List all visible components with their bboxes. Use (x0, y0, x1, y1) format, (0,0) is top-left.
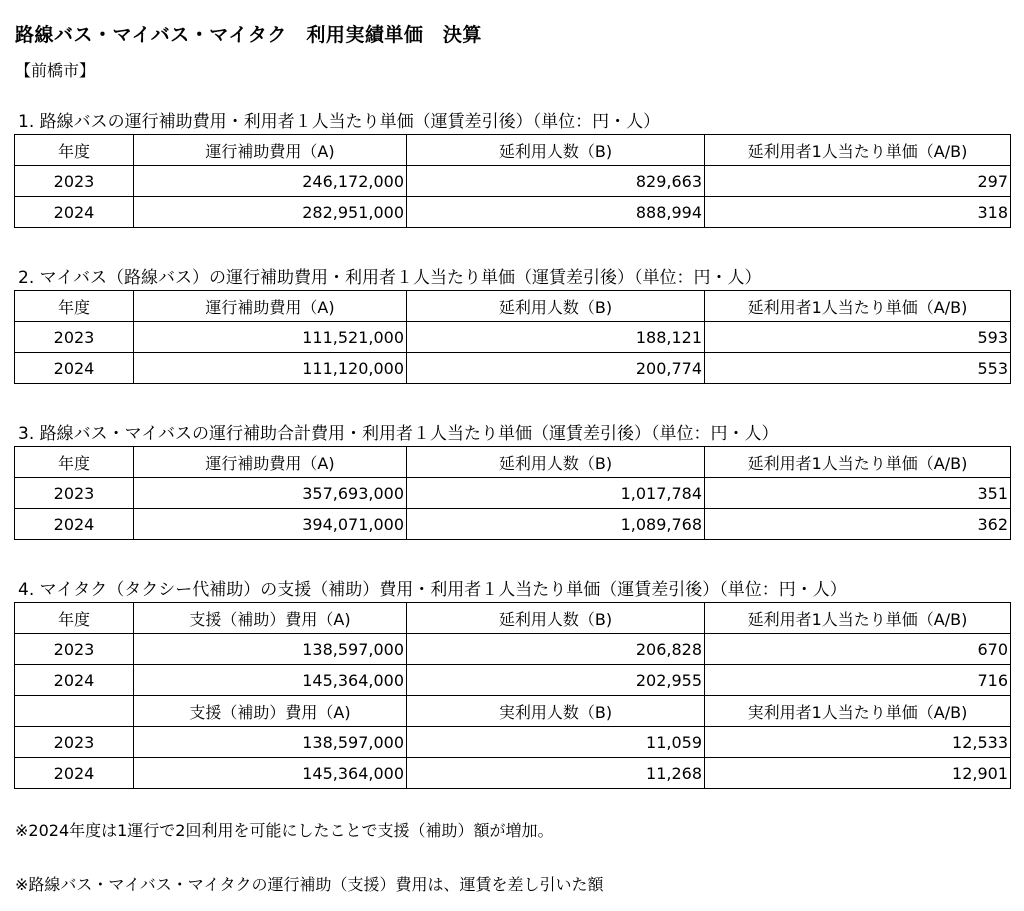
table-header-row (15, 447, 1011, 478)
cell-cost: 111,521,000 (134, 322, 407, 353)
header-year: 年度 (15, 447, 134, 478)
header-cost: 運行補助費用（A) (134, 447, 407, 478)
table-header-row (15, 291, 1011, 322)
table-row (15, 665, 1011, 696)
cell-year: 2023 (15, 727, 134, 758)
cell-users: 202,955 (407, 665, 705, 696)
cell-users: 829,663 (407, 166, 705, 197)
cell-cost: 394,071,000 (134, 509, 407, 540)
cell-unit-price: 12,901 (705, 758, 1011, 789)
cell-year: 2024 (15, 509, 134, 540)
header-year: 年度 (15, 135, 134, 166)
subheader-actual-unit-price: 実利用者1人当たり単価（A/B) (705, 696, 1011, 727)
table-row (15, 478, 1011, 509)
cell-year: 2024 (15, 353, 134, 384)
section-heading: 4. マイタク（タクシー代補助）の支援（補助）費用・利用者１人当たり単価（運賃差引後）（単位：円・人） (18, 580, 847, 600)
section-3 (14, 422, 1010, 540)
cell-unit-price: 362 (705, 509, 1011, 540)
cell-year: 2023 (15, 166, 134, 197)
cell-cost: 282,951,000 (134, 197, 407, 228)
cell-year: 2024 (15, 197, 134, 228)
section-4 (14, 578, 1010, 789)
table-row (15, 353, 1011, 384)
header-users: 延利用人数（B) (407, 135, 705, 166)
subheader-actual-users: 実利用人数（B) (407, 696, 705, 727)
table-header-row (15, 135, 1011, 166)
cell-unit-price: 351 (705, 478, 1011, 509)
cell-year: 2023 (15, 634, 134, 665)
cell-unit-price: 12,533 (705, 727, 1011, 758)
cell-year: 2023 (15, 478, 134, 509)
page-title: 路線バス・マイバス・マイタク 利用実績単価 決算 (15, 24, 482, 46)
subheader-cost: 支援（補助）費用（A) (134, 696, 407, 727)
table-header-row (15, 603, 1011, 634)
cell-cost: 138,597,000 (134, 727, 407, 758)
data-table (14, 134, 1011, 228)
section-heading: 2. マイバス（路線バス）の運行補助費用・利用者１人当たり単価（運賃差引後）（単位：円・人） (18, 268, 762, 288)
footnote: ※2024年度は1運行で2回利用を可能にしたことで支援（補助）額が増加。 (15, 821, 554, 840)
table-row (15, 634, 1011, 665)
table-row (15, 322, 1011, 353)
table-subheader-row (15, 696, 1011, 727)
subheader-year (15, 696, 134, 727)
table-row (15, 758, 1011, 789)
header-year: 年度 (15, 603, 134, 634)
header-unit-price: 延利用者1人当たり単価（A/B) (705, 603, 1011, 634)
footnote: ※路線バス・マイバス・マイタクの運行補助（支援）費用は、運賃を差し引いた額 (15, 875, 604, 894)
cell-unit-price: 553 (705, 353, 1011, 384)
data-table (14, 602, 1011, 789)
cell-users: 200,774 (407, 353, 705, 384)
header-unit-price: 延利用者1人当たり単価（A/B) (705, 135, 1011, 166)
data-table (14, 290, 1011, 384)
cell-cost: 138,597,000 (134, 634, 407, 665)
cell-users: 1,017,784 (407, 478, 705, 509)
header-users: 延利用人数（B) (407, 291, 705, 322)
cell-unit-price: 716 (705, 665, 1011, 696)
section-1 (14, 110, 1010, 228)
cell-unit-price: 318 (705, 197, 1011, 228)
cell-users: 11,059 (407, 727, 705, 758)
cell-users: 188,121 (407, 322, 705, 353)
cell-cost: 357,693,000 (134, 478, 407, 509)
cell-unit-price: 297 (705, 166, 1011, 197)
cell-unit-price: 670 (705, 634, 1011, 665)
header-cost: 支援（補助）費用（A) (134, 603, 407, 634)
header-cost: 運行補助費用（A) (134, 291, 407, 322)
header-users: 延利用人数（B) (407, 603, 705, 634)
cell-year: 2023 (15, 322, 134, 353)
cell-users: 1,089,768 (407, 509, 705, 540)
section-2 (14, 266, 1010, 384)
header-year: 年度 (15, 291, 134, 322)
cell-year: 2024 (15, 665, 134, 696)
cell-year: 2024 (15, 758, 134, 789)
data-table (14, 446, 1011, 540)
table-row (15, 166, 1011, 197)
table-row (15, 509, 1011, 540)
header-cost: 運行補助費用（A) (134, 135, 407, 166)
header-unit-price: 延利用者1人当たり単価（A/B) (705, 447, 1011, 478)
cell-cost: 111,120,000 (134, 353, 407, 384)
section-heading: 3. 路線バス・マイバスの運行補助合計費用・利用者１人当たり単価（運賃差引後）（単位：円・人） (18, 424, 779, 444)
cell-users: 206,828 (407, 634, 705, 665)
cell-users: 11,268 (407, 758, 705, 789)
cell-cost: 145,364,000 (134, 758, 407, 789)
cell-cost: 145,364,000 (134, 665, 407, 696)
table-row (15, 197, 1011, 228)
section-heading: 1. 路線バスの運行補助費用・利用者１人当たり単価（運賃差引後）（単位：円・人） (18, 112, 661, 132)
city-label: 【前橋市】 (15, 61, 96, 80)
table-row (15, 727, 1011, 758)
cell-users: 888,994 (407, 197, 705, 228)
cell-cost: 246,172,000 (134, 166, 407, 197)
header-unit-price: 延利用者1人当たり単価（A/B) (705, 291, 1011, 322)
header-users: 延利用人数（B) (407, 447, 705, 478)
cell-unit-price: 593 (705, 322, 1011, 353)
